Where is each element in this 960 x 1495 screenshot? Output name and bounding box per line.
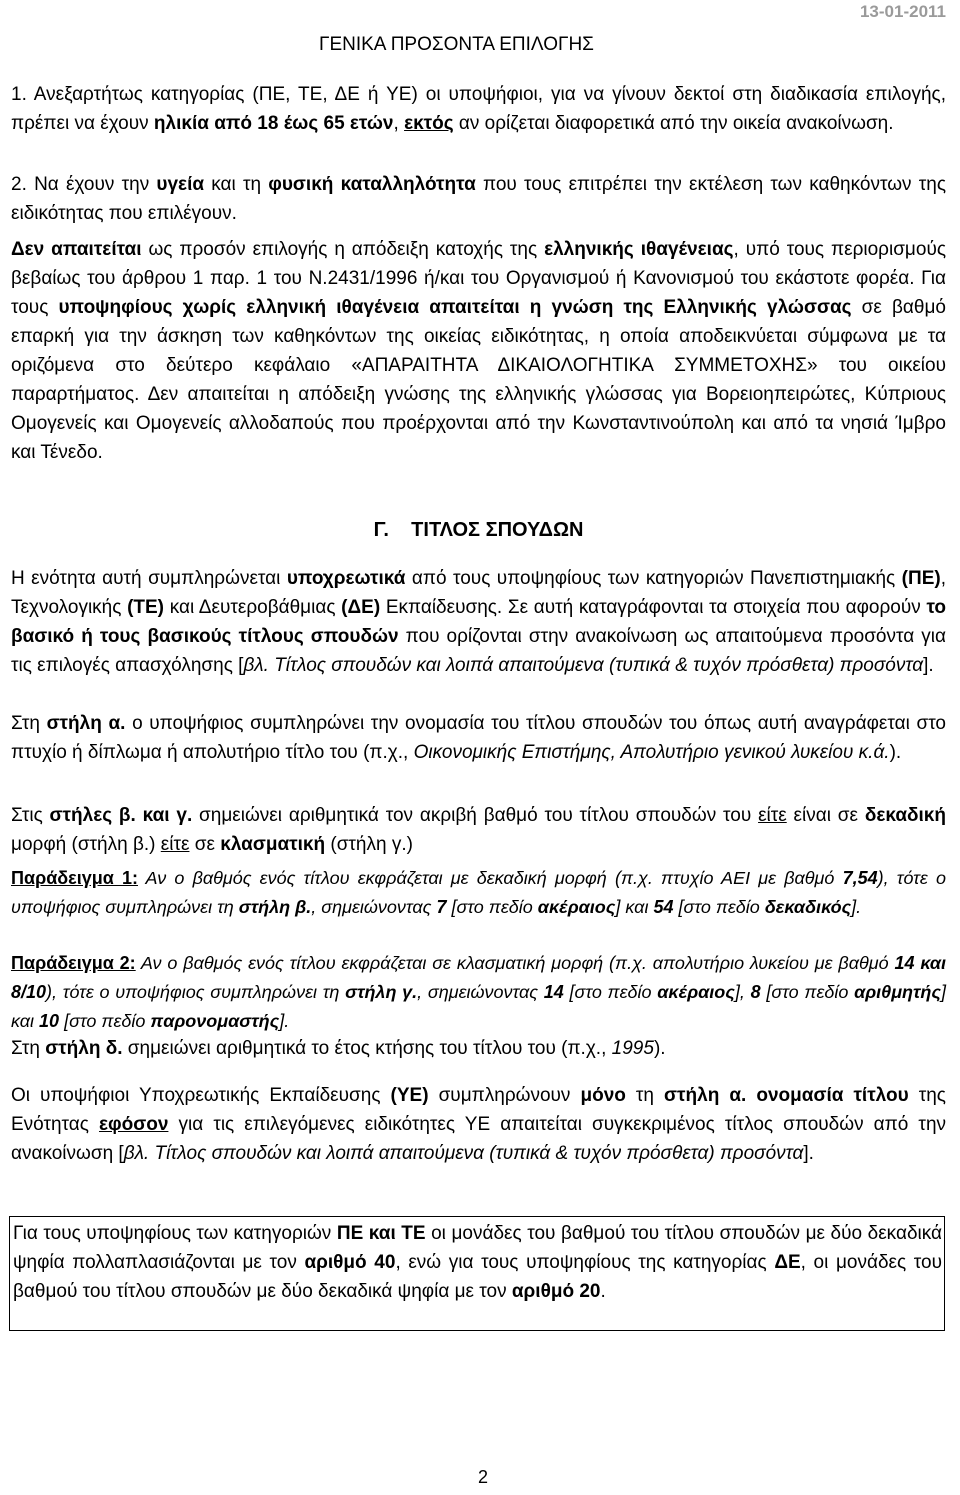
paragraph-citizenship: Δεν απαιτείται ως προσόν επιλογής η απόδειξη κατοχής της ελληνικής ιθαγένειας, υπό τους περιορισμούς βεβαίως του άρθρου 1 παρ. 1 του Ν.2431/1996 ή/και του Οργανισμού ή Κανονισμού του εκάστοτε φορέα. Για τους υποψηφίους χωρίς ελληνική ιθαγένεια απαιτείται η γνώση της Ελληνικής γλώσσας σε βαθμό επαρκή για την άσκηση των καθηκόντων της οικείας ειδικότητας, η οποία αποδεικνύεται σύμφωνα με τα οριζόμενα στο δεύτερο κεφάλαιο «ΑΠΑΡΑΙΤΗΤΑ ΔΙΚΑΙΟΛΟΓΗΤΙΚΑ ΣΥΜΜΕΤΟΧΗΣ» του οικείου παραρτήματος. Δεν απαιτείται η απόδειξη γνώσης της ελληνικής γλώσσας για Βορειοηπειρώτες, Κύπριους Ομογενείς και Ομογενείς αλλοδαπούς που προέρχονται από την Κωνσταντινούπολη και από τα νησιά Ίμβρο και Τένεδο.: [11, 239, 946, 463]
paragraph-ye-candidates: Οι υποψήφιοι Υποχρεωτικής Εκπαίδευσης (ΥΕ) συμπληρώνουν μόνο τη στήλη α. ονομασία τίτλου της Ενότητας εφόσον για τις επιλεγόμενες ειδικότητες ΥΕ απαιτείται συγκεκριμένος τίτλος σπουδών από την ανακοίνωση [βλ. Τίτλος σπουδών και λοιπά απαιτούμενα (τυπικά & τυχόν πρόσθετα) προσόντα].: [11, 1085, 947, 1164]
paragraph-column-d: Στη στήλη δ. σημειώνει αριθμητικά το έτος κτήσης του τίτλου του (π.χ., 1995).: [11, 1038, 666, 1059]
example-2: Παράδειγμα 2: Αν ο βαθμός ενός τίτλου εκφράζεται σε κλασματική μορφή (π.χ. απολυτήριο λυκείου με βαθμό 14 και 8/10), τότε ο υποψήφιος συμπληρώνει τη στήλη γ., σημειώνοντας 14 [στο πεδίο ακέραιος], 8 [στο πεδίο αριθμητής] και 10 [στο πεδίο παρονομαστής].: [11, 953, 947, 1031]
page-number: 2: [478, 1467, 489, 1487]
paragraph-health-requirement: 2. Να έχουν την υγεία και τη φυσική καταλληλότητα που τους επιτρέπει την εκτέλεση των καθηκόντων της ειδικότητας που επιλέγουν.: [11, 174, 946, 224]
paragraph-section-intro: Η ενότητα αυτή συμπληρώνεται υποχρεωτικά από τους υποψηφίους των κατηγοριών Πανεπιστημιακής (ΠΕ), Τεχνολογικής (ΤΕ) και Δευτεροβάθμιας (ΔΕ) Εκπαίδευσης. Σε αυτή καταγράφονται τα στοιχεία που αφορούν το βασικό ή τους βασικούς τίτλους σπουδών που ορίζονται στην ανακοίνωση ως απαιτούμενα προσόντα για τις επιλογές απασχόλησης [βλ. Τίτλος σπουδών και λοιπά απαιτούμενα (τυπικά & τυχόν πρόσθετα) προσόντα].: [11, 568, 946, 676]
paragraph-columns-b-c: Στις στήλες β. και γ. σημειώνει αριθμητικά τον ακριβή βαθμό του τίτλου σπουδών του είτε είναι σε δεκαδική μορφή (στήλη β.) είτε σε κλασματική (στήλη γ.): [11, 805, 946, 855]
paragraph-column-a: Στη στήλη α. ο υποψήφιος συμπληρώνει την ονομασία του τίτλου σπουδών του όπως αυτή αναγράφεται στο πτυχίο ή δίπλωμα ή απολυτήριο τίτλο του (π.χ., Οικονομικής Επιστήμης, Απολυτήριο γενικού λυκείου κ.ά.).: [11, 713, 946, 763]
page-title: ΓΕΝΙΚΑ ΠΡΟΣΟΝΤΑ ΕΠΙΛΟΓΗΣ: [319, 34, 594, 55]
header-date: 13-01-2011: [859, 2, 946, 21]
paragraph-age-requirement: 1. Ανεξαρτήτως κατηγορίας (ΠΕ, ΤΕ, ΔΕ ή ΥΕ) οι υποψήφιοι, για να γίνουν δεκτοί στη διαδικασία επιλογής, πρέπει να έχουν ηλικία από 18 έως 65 ετών, εκτός αν ορίζεται διαφορετικά από την οικεία ανακοίνωση.: [11, 84, 946, 134]
grade-multiplier-note-box: Για τους υποψηφίους των κατηγοριών ΠΕ και ΤΕ οι μονάδες του βαθμού του τίτλου σπουδών με δύο δεκαδικά ψηφία πολλαπλασιάζονται με τον αριθμό 40, ενώ για τους υποψηφίους της κατηγορίας ΔΕ, οι μονάδες του βαθμού του τίτλου σπουδών με δύο δεκαδικά ψηφία με τον αριθμό 20.: [9, 1216, 945, 1331]
section-title: Γ. ΤΙΤΛΟΣ ΣΠΟΥΔΩΝ: [373, 519, 584, 541]
example-1: Παράδειγμα 1: Αν ο βαθμός ενός τίτλου εκφράζεται με δεκαδική μορφή (π.χ. πτυχίο ΑΕΙ με βαθμό 7,54), τότε ο υποψήφιος συμπληρώνει τη στήλη β., σημειώνοντας 7 [στο πεδίο ακέραιος] και 54 [στο πεδίο δεκαδικός].: [11, 868, 946, 917]
